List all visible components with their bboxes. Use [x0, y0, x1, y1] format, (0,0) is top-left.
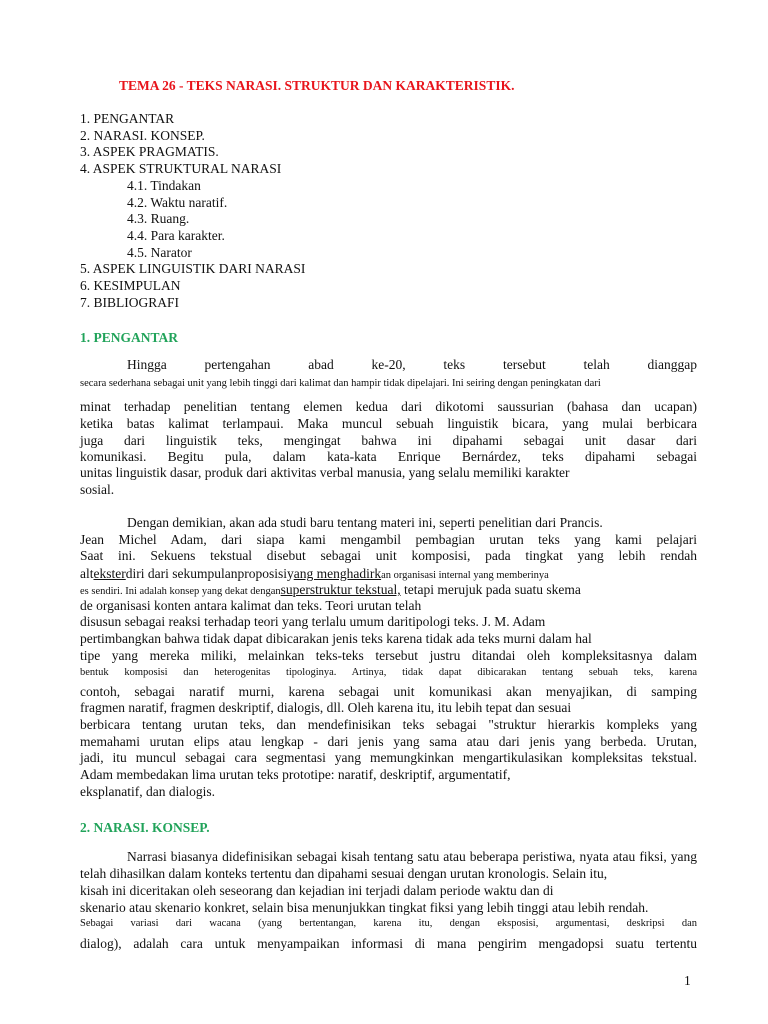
toc-item: 5. ASPEK LINGUISTIK DARI NARASI: [80, 261, 306, 277]
toc-subitem: 4.2. Waktu naratif.: [127, 194, 228, 210]
text-line: juga dari linguistik teks, mengingat bahwa ini dipahami sebagai unit dasar dari: [80, 433, 697, 448]
text-line: Hingga pertengahan abad ke-20, teks tersebut telah dianggap: [127, 357, 697, 372]
text-line: Saat ini. Sekuens tekstual disebut sebagai unit komposisi, pada tingkat yang lebih rendah: [80, 548, 697, 563]
underlined-text: superstruktur tekstual,: [280, 582, 401, 597]
text-line: telah dihasilkan dalam konteks tertentu dan dipahami sesuai dengan urutan kronologis. Selain itu,: [80, 866, 608, 881]
text-line: sosial.: [80, 482, 115, 497]
toc-subitem: 4.3. Ruang.: [127, 211, 190, 227]
text-line: komunikasi. Begitu pula, dalam kata-kata Enrique Bernárdez, teks dipahami sebagai: [80, 449, 697, 464]
text-line: de organisasi konten antara kalimat dan teks. Teori urutan telah: [80, 598, 422, 613]
text-line: memahami urutan elips atau lengkap - dari jenis yang sama atau dari jenis yang berbeda. Urutan,: [80, 734, 697, 749]
text-line: minat terhadap penelitian tentang elemen kedua dari dikotomi saussurian (bahasa dan ucapan): [80, 399, 697, 414]
text-line: dialog), adalah cara untuk menyampaikan informasi di mana pengirim mengadopsi suatu tertentu: [80, 936, 697, 951]
underlined-text: ang menghadirk: [293, 566, 382, 581]
text-line: secara sederhana sebagai unit yang lebih tinggi dari kalimat dan hampir tidak dipelajari. Ini seiring dengan peningkatan dari: [80, 378, 601, 389]
text-line: Narrasi biasanya didefinisikan sebagai kisah tentang satu atau beberapa peristiwa, nyata atau fiksi, yang: [127, 849, 697, 864]
section-heading: 2. NARASI. KONSEP.: [80, 820, 210, 835]
underlined-text: ekster: [93, 566, 126, 581]
toc-subitem: 4.4. Para karakter.: [127, 227, 225, 243]
toc-subitem: 4.5. Narator: [127, 244, 192, 260]
text-run: es sendiri. Ini adalah konsep yang dekat dengan: [80, 586, 281, 597]
text-line: Jean Michel Adam, dari siapa kami mengambil pembagian urutan teks yang kami pelajari: [80, 532, 697, 547]
text-line: [80, 566, 697, 582]
text-run: diri dari sekumpulanproposisiy: [125, 566, 294, 581]
text-line: disusun sebagai reaksi terhadap teori yang terlalu umum daritipologi teks. J. M. Adam: [80, 614, 546, 629]
text-line: bentuk komposisi dan heterogenitas tipologinya. Artinya, tidak dapat dibicarakan tentang sebuah teks, karena: [80, 667, 697, 678]
text-line: Dengan demikian, akan ada studi baru tentang materi ini, seperti penelitian dari Prancis.: [127, 515, 603, 530]
toc-item: 1. PENGANTAR: [80, 111, 175, 126]
text-line: jadi, itu muncul sebagai cara segmentasi yang memungkinkan mengartikulasikan kompleksitas tekstual.: [80, 750, 697, 765]
toc-subitem: 4.1. Tindakan: [127, 177, 201, 193]
text-line: kisah ini diceritakan oleh seseorang dan kejadian ini terjadi dalam periode waktu dan di: [80, 883, 554, 898]
toc-item: 3. ASPEK PRAGMATIS.: [80, 144, 219, 160]
toc-item: 4. ASPEK STRUKTURAL NARASI: [80, 161, 282, 177]
text-line: [80, 582, 697, 598]
toc-item: 7. BIBLIOGRAFI: [80, 294, 180, 310]
toc-item: 2. NARASI. KONSEP.: [80, 127, 205, 143]
text-line: contoh, sebagai naratif murni, karena sebagai unit komunikasi akan menyajikan, di samping: [80, 684, 697, 699]
text-line: fragmen naratif, fragmen deskriptif, dialogis, dll. Oleh karena itu, itu lebih tepat dan sesuai: [80, 700, 572, 715]
text-line: tipe yang mereka miliki, melainkan teks-teks tersebut justru ditandai oleh kompleksitasnya dalam: [80, 648, 697, 663]
section-heading: 1. PENGANTAR: [80, 330, 179, 345]
text-line: skenario atau skenario konkret, selain bisa menunjukkan tingkat fiksi yang lebih tinggi atau lebih rendah.: [80, 900, 649, 915]
text-run: tetapi merujuk pada suatu skema: [400, 582, 581, 597]
text-line: berbicara tentang urutan teks, dan mendefinisikan teks sebagai "struktur hierarkis kompleks yang: [80, 717, 697, 732]
text-line: pertimbangkan bahwa tidak dapat dibicarakan jenis teks karena tidak ada teks murni dalam hal: [80, 631, 592, 646]
text-line: ketika batas kalimat terlampaui. Maka muncul sebuah linguistik bicara, yang mulai berbicara: [80, 416, 697, 431]
page-number: 1: [684, 973, 691, 988]
document-title: TEMA 26 - TEKS NARASI. STRUKTUR DAN KARAKTERISTIK.: [119, 78, 515, 93]
text-run: alt: [80, 566, 94, 581]
table-of-contents: [80, 111, 305, 311]
text-line: Adam membedakan lima urutan teks prototipe: naratif, deskriptif, argumentatif,: [80, 767, 511, 782]
text-run: an organisasi internal yang memberinya: [381, 570, 549, 581]
text-line: eksplanatif, dan dialogis.: [80, 784, 215, 799]
text-line: unitas linguistik dasar, produk dari aktivitas verbal manusia, yang selalu memiliki karakter: [80, 465, 570, 480]
toc-item: 6. KESIMPULAN: [80, 278, 181, 294]
text-line: Sebagai variasi dari wacana (yang bertentangan, karena itu, dengan eksposisi, argumentasi, deskripsi dan: [80, 918, 697, 929]
